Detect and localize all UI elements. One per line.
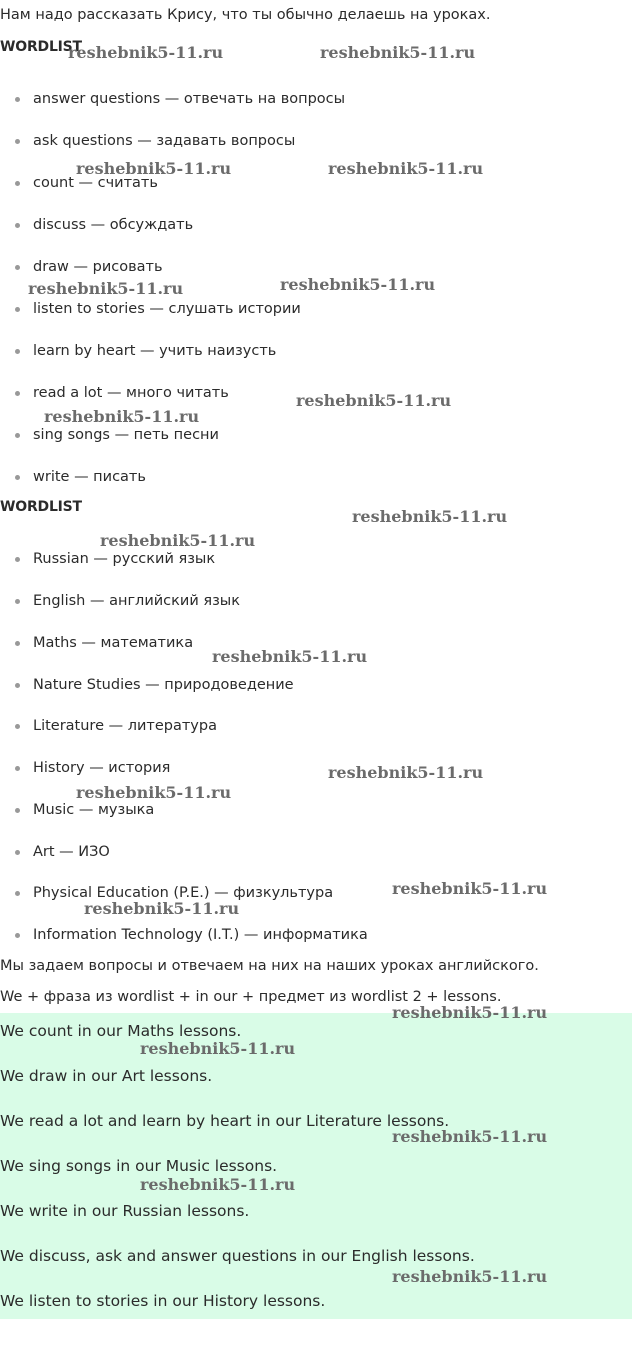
- explanation-text: Мы задаем вопросы и отвечаем на них на наших уроках английского.: [0, 958, 539, 974]
- watermark: reshebnik5-11.ru: [140, 1039, 296, 1058]
- watermark: reshebnik5-11.ru: [76, 783, 232, 802]
- watermark: reshebnik5-11.ru: [76, 159, 232, 178]
- answer-sentence: We listen to stories in our History lessons.: [0, 1292, 326, 1310]
- answer-sentence: We read a lot and learn by heart in our Literature lessons.: [0, 1112, 450, 1130]
- watermark: reshebnik5-11.ru: [352, 507, 508, 526]
- bullet-icon: [15, 265, 20, 270]
- bullet-icon: [15, 766, 20, 771]
- answer-sentence: We write in our Russian lessons.: [0, 1202, 250, 1220]
- watermark: reshebnik5-11.ru: [328, 763, 484, 782]
- bullet-icon: [15, 808, 20, 813]
- watermark: reshebnik5-11.ru: [296, 391, 452, 410]
- answer-sentence: We draw in our Art lessons.: [0, 1067, 213, 1085]
- bullet-icon: [15, 933, 20, 938]
- watermark: reshebnik5-11.ru: [140, 1175, 296, 1194]
- watermark: reshebnik5-11.ru: [328, 159, 484, 178]
- watermark: reshebnik5-11.ru: [68, 43, 224, 62]
- bullet-icon: [15, 724, 20, 729]
- wordlist-heading: WORDLIST: [0, 499, 82, 515]
- bullet-icon: [15, 139, 20, 144]
- answer-sentence: We sing songs in our Music lessons.: [0, 1157, 278, 1175]
- bullet-icon: [15, 683, 20, 688]
- bullet-icon: [15, 349, 20, 354]
- bullet-icon: [15, 181, 20, 186]
- watermark: reshebnik5-11.ru: [392, 1003, 548, 1022]
- watermark: reshebnik5-11.ru: [392, 879, 548, 898]
- bullet-icon: [15, 641, 20, 646]
- answer-sentence: We discuss, ask and answer questions in our English lessons.: [0, 1247, 475, 1265]
- watermark: reshebnik5-11.ru: [320, 43, 476, 62]
- bullet-icon: [15, 433, 20, 438]
- watermark: reshebnik5-11.ru: [28, 279, 184, 298]
- wordlist-heading: WORDLIST: [0, 39, 82, 55]
- watermark: reshebnik5-11.ru: [280, 275, 436, 294]
- bullet-icon: [15, 223, 20, 228]
- watermark: reshebnik5-11.ru: [392, 1267, 548, 1286]
- bullet-icon: [15, 850, 20, 855]
- watermark: reshebnik5-11.ru: [44, 407, 200, 426]
- watermark: reshebnik5-11.ru: [212, 647, 368, 666]
- bullet-icon: [15, 307, 20, 312]
- watermark: reshebnik5-11.ru: [84, 899, 240, 918]
- bullet-icon: [15, 391, 20, 396]
- bullet-icon: [15, 475, 20, 480]
- bullet-icon: [15, 557, 20, 562]
- bullet-icon: [15, 97, 20, 102]
- intro-text: Нам надо рассказать Крису, что ты обычно делаешь на уроках.: [0, 7, 491, 23]
- formula-text: We + фраза из wordlist + in our + предмет из wordlist 2 + lessons.: [0, 989, 502, 1005]
- bullet-icon: [15, 891, 20, 896]
- watermark: reshebnik5-11.ru: [100, 531, 256, 550]
- bullet-icon: [15, 599, 20, 604]
- watermark: reshebnik5-11.ru: [392, 1127, 548, 1146]
- answer-sentence: We count in our Maths lessons.: [0, 1022, 242, 1040]
